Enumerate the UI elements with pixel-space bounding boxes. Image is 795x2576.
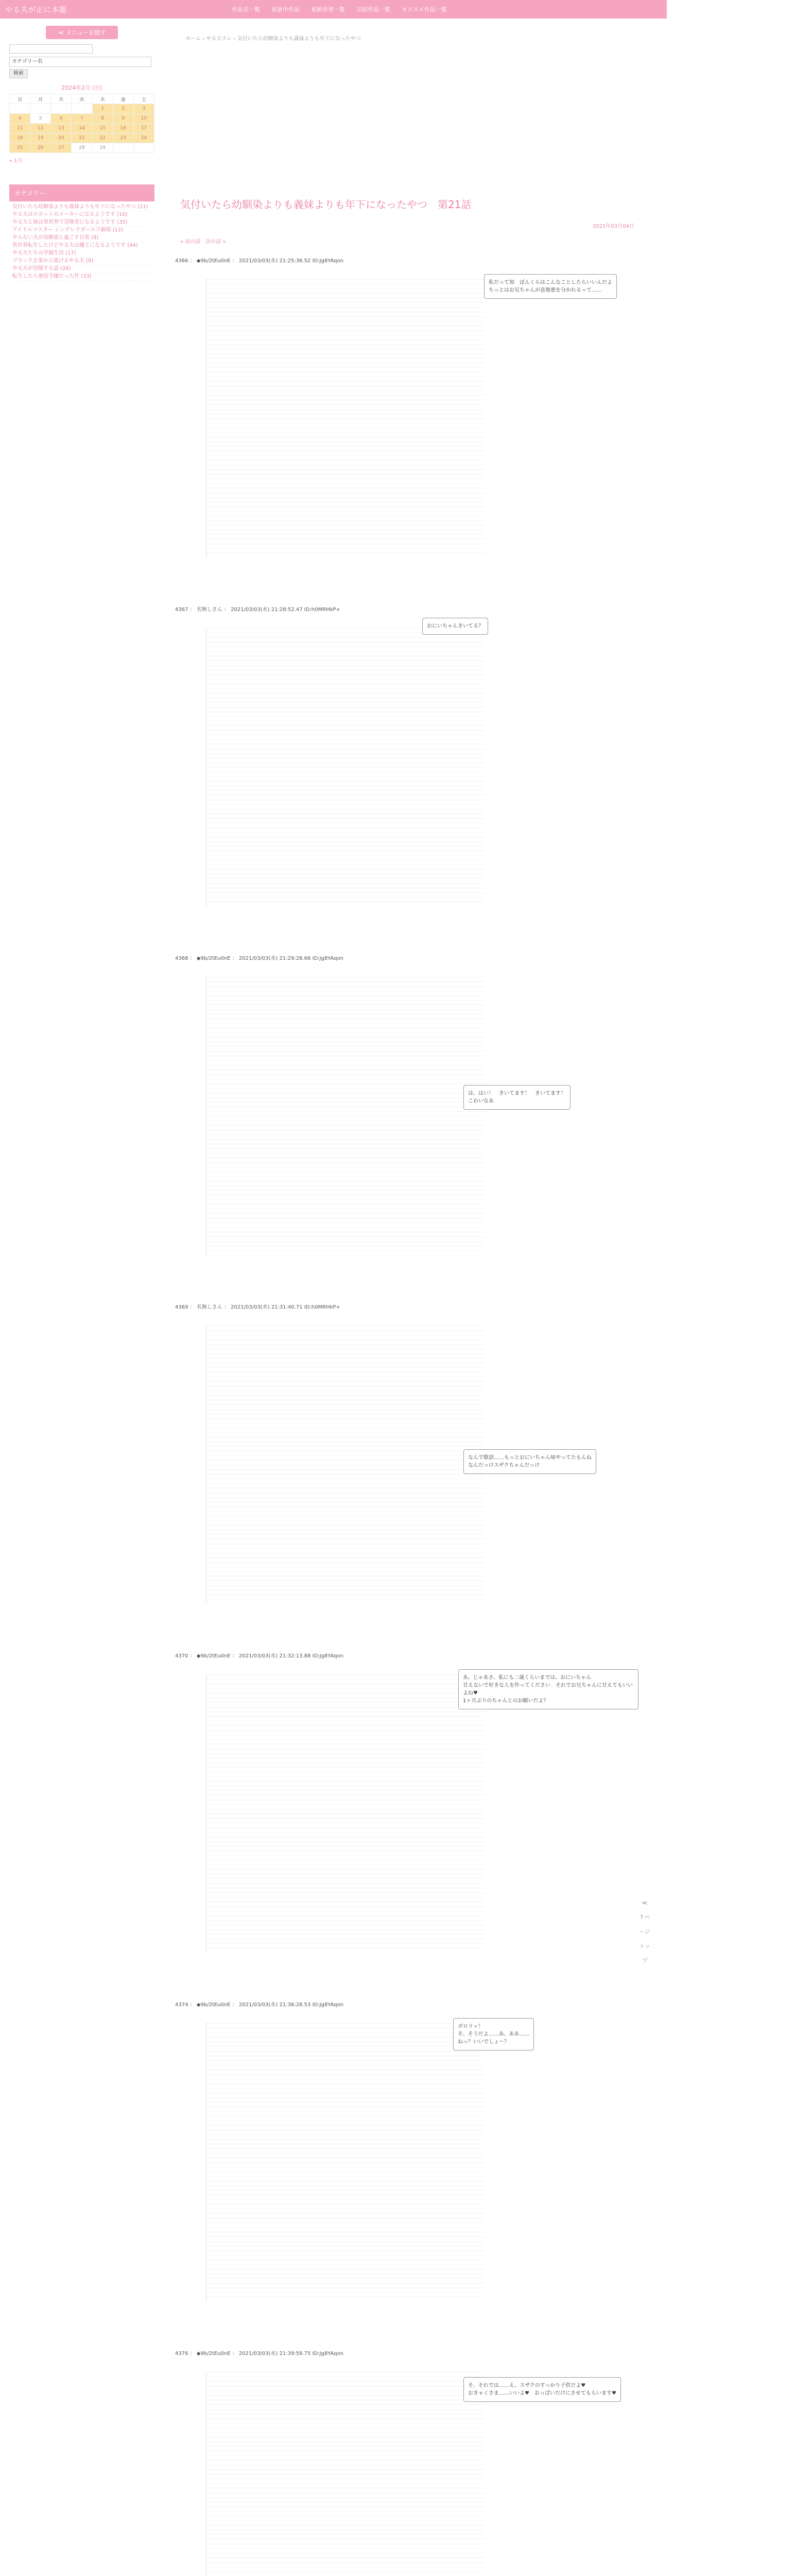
post-header: 4374 ： ◆9b/2tEu0nE ： 2021/03/03(水) 21:36:28.53 ID:Jg8YAqon bbox=[175, 2002, 343, 2008]
calendar-day: 日 bbox=[10, 94, 30, 104]
calendar-day: 土 bbox=[133, 94, 154, 104]
calendar-title: 2024年2月 (日) bbox=[61, 84, 103, 91]
hide-menu-button[interactable]: ≪ メニューを隠す bbox=[46, 26, 118, 39]
calendar-cell bbox=[133, 143, 154, 153]
post-date: 2021年03月04日 bbox=[593, 224, 634, 229]
ascii-art-block bbox=[175, 2008, 638, 2337]
ascii-art-image bbox=[206, 1674, 485, 1953]
calendar-cell[interactable]: 4 bbox=[10, 114, 30, 124]
ascii-art-block bbox=[175, 961, 638, 1291]
ascii-art-image bbox=[206, 2372, 485, 2576]
calendar-cell[interactable]: 16 bbox=[113, 124, 133, 133]
calendar-cell[interactable]: 6 bbox=[51, 114, 72, 124]
post-header: 4366 ： ◆9b/2tEu0nE ： 2021/03/03(水) 21:25:36.52 ID:Jg8YAqon bbox=[175, 258, 343, 264]
speech-bubble: 私だって知 ぼんくらはこんなことしたらいいんだよ ちっとはお兄ちゃんが意地悪を分かれるって…… bbox=[484, 274, 617, 299]
calendar-cell: 5 bbox=[30, 114, 51, 124]
calendar-prev-link[interactable]: « 1月 bbox=[9, 158, 23, 164]
category-heading: カテゴリー bbox=[9, 184, 154, 201]
post bbox=[175, 256, 638, 594]
breadcrumb[interactable]: ホーム › やる夫スレ › 気付いたら幼馴染よりも義妹よりも年下になったやつ bbox=[185, 36, 361, 42]
ascii-art-block bbox=[175, 2357, 638, 2576]
category-item[interactable]: 気付いたら幼馴染よりも義妹よりも年下になったやつ (21) bbox=[12, 204, 151, 211]
calendar-cell bbox=[51, 104, 72, 114]
category-item[interactable]: やる夫と妹は異世界で冒険者になるようです (35) bbox=[12, 219, 151, 227]
post bbox=[175, 2000, 638, 2337]
category-list bbox=[9, 201, 154, 283]
calendar-cell: 28 bbox=[72, 143, 92, 153]
calendar-cell bbox=[72, 104, 92, 114]
ascii-art-block bbox=[175, 1659, 638, 1989]
ascii-art-image bbox=[206, 1326, 485, 1604]
post-header: 4370 ： ◆9b/2tEu0nE ： 2021/03/03(水) 21:32:13.88 ID:Jg8YAqon bbox=[175, 1653, 343, 1659]
post bbox=[175, 1651, 638, 1989]
speech-bubble: そ、それでは……え、スザクのすっかり子供だよ♥ おきゃくさま……いいよ♥ おっぱいだけにさせてもらいます♥ bbox=[463, 2377, 621, 2402]
nav-item[interactable]: 完結作品一覧 bbox=[356, 6, 390, 13]
calendar-cell[interactable]: 11 bbox=[10, 124, 30, 133]
ascii-art-image bbox=[206, 2023, 485, 2301]
category-item[interactable]: やる夫たちの学園生活 (17) bbox=[12, 250, 151, 258]
top-nav bbox=[232, 5, 447, 13]
calendar-cell[interactable]: 15 bbox=[92, 124, 113, 133]
calendar-cell[interactable]: 23 bbox=[113, 133, 133, 143]
calendar-cell: 29 bbox=[92, 143, 113, 153]
ascii-art-image bbox=[206, 977, 485, 1255]
calendar-cell[interactable]: 14 bbox=[72, 124, 92, 133]
calendar-cell[interactable]: 10 bbox=[133, 114, 154, 124]
post-header: 4369 ： 名無しさん ： 2021/03/03(水) 21:31:40.71 ID:h0MRHkP+ bbox=[175, 1304, 340, 1310]
speech-bubble: は、はい！ きいてます！ きいてます！ こわいなあ bbox=[463, 1085, 571, 1110]
calendar-cell[interactable]: 9 bbox=[113, 114, 133, 124]
speech-bubble: あ、じゃあさ、私にも二歳くらいまでは、おにいちゃん 甘えないで好きな人を作ってください それでお兄ちゃんに甘えてもいいよね♥ 1ヶ月ぶりのちゃんとのお願いだよ？ bbox=[458, 1669, 638, 1709]
ascii-art-block bbox=[175, 613, 638, 942]
speech-bubble: おにいちゃんきいてる？ bbox=[422, 618, 488, 635]
ascii-art-image bbox=[206, 628, 485, 906]
main-content bbox=[175, 26, 638, 2576]
nav-item[interactable]: 作品名一覧 bbox=[232, 6, 260, 13]
calendar-day: 木 bbox=[92, 94, 113, 104]
category-item[interactable]: やる夫はロボットのメーカーになるようです (10) bbox=[12, 211, 151, 219]
site-logo[interactable]: やる夫が正に本題 bbox=[5, 6, 67, 14]
post bbox=[175, 2349, 638, 2576]
calendar-cell[interactable]: 24 bbox=[133, 133, 154, 143]
calendar-cell[interactable]: 18 bbox=[10, 133, 30, 143]
collapse-button[interactable]: ≪ bbox=[642, 1900, 648, 1906]
page-title: 気付いたら幼馴染よりも義妹よりも年下になったやつ 第21話 bbox=[180, 198, 472, 211]
calendar-day: 金 bbox=[113, 94, 133, 104]
category-item[interactable]: やらない夫が幼馴染と過ごす日常 (8) bbox=[12, 234, 151, 242]
post-header: 4368 ： ◆9b/2tEu0nE ： 2021/03/03(水) 21:29:28.66 ID:Jg8YAqon bbox=[175, 956, 343, 961]
calendar-cell[interactable]: 13 bbox=[51, 124, 72, 133]
nav-item[interactable]: 更新作者一覧 bbox=[311, 6, 345, 13]
sidebar bbox=[9, 26, 154, 2576]
ascii-art-image bbox=[206, 279, 485, 557]
speech-bubble: なんで敬語……もっとおにいちゃん味やってたもんね なんだっけスザクちゃんだっけ bbox=[463, 1449, 596, 1474]
post bbox=[175, 605, 638, 942]
post bbox=[175, 1302, 638, 1640]
top-bar bbox=[0, 0, 667, 19]
calendar-cell[interactable]: 20 bbox=[51, 133, 72, 143]
nav-item[interactable]: オススメ作品一覧 bbox=[402, 6, 447, 13]
post-header: 4367 ： 名無しさん ： 2021/03/03(水) 21:28:52.47 ID:h0MRHkP+ bbox=[175, 607, 340, 613]
calendar-cell[interactable]: 17 bbox=[133, 124, 154, 133]
calendar-day: 火 bbox=[51, 94, 72, 104]
calendar-cell[interactable]: 19 bbox=[30, 133, 51, 143]
search-button[interactable]: 検索 bbox=[9, 69, 28, 78]
calendar-cell[interactable]: 26 bbox=[30, 143, 51, 153]
nav-item[interactable]: 更新中作品 bbox=[271, 6, 300, 13]
calendar-cell bbox=[113, 143, 133, 153]
category-select[interactable]: カテゴリー名 bbox=[9, 57, 151, 67]
calendar-day: 月 bbox=[30, 94, 51, 104]
search-input[interactable] bbox=[9, 44, 93, 54]
category-item[interactable]: ブラック企業から逃げるやる夫 (9) bbox=[12, 258, 151, 265]
calendar-cell[interactable]: 27 bbox=[51, 143, 72, 153]
calendar-cell[interactable]: 3 bbox=[133, 104, 154, 114]
calendar-cell[interactable]: 12 bbox=[30, 124, 51, 133]
calendar-cell bbox=[10, 104, 30, 114]
post-header: 4376 ： ◆9b/2tEu0nE ： 2021/03/03(水) 21:39:59.75 ID:Jg8YAqon bbox=[175, 2351, 343, 2357]
post bbox=[175, 954, 638, 1291]
calendar-cell[interactable]: 22 bbox=[92, 133, 113, 143]
calendar-day: 水 bbox=[72, 94, 92, 104]
ascii-art-block bbox=[175, 264, 638, 594]
calendar-cell[interactable]: 7 bbox=[72, 114, 92, 124]
category-item[interactable]: 転生したら悪役令嬢だった件 (33) bbox=[12, 273, 151, 281]
speech-bubble: ポロリッ！ そ、そうだよ……あ、ああ…… ねっ？いいでしょ～？ bbox=[453, 2018, 534, 2050]
post-list bbox=[175, 256, 638, 2576]
calendar-cell[interactable]: 21 bbox=[72, 133, 92, 143]
calendar-cell[interactable]: 2 bbox=[113, 104, 133, 114]
category-item[interactable]: 異世界転生したけどやる夫は魔王になるようです (44) bbox=[12, 242, 151, 250]
calendar-cell[interactable]: 25 bbox=[10, 143, 30, 153]
side-buttons bbox=[638, 1896, 651, 1968]
calendar-cell bbox=[30, 104, 51, 114]
page-top-button[interactable]: ↑ページトップ bbox=[639, 1914, 650, 1964]
category-item[interactable]: やる夫が冒険する話 (26) bbox=[12, 265, 151, 273]
calendar bbox=[9, 94, 154, 153]
category-item[interactable]: アイドルマスター シンデレラガールズ劇場 (12) bbox=[12, 227, 151, 234]
calendar-cell[interactable]: 8 bbox=[92, 114, 113, 124]
pager-links[interactable]: « 前の話 次の話 » bbox=[180, 239, 226, 245]
calendar-cell[interactable]: 1 bbox=[92, 104, 113, 114]
ascii-art-block bbox=[175, 1310, 638, 1640]
